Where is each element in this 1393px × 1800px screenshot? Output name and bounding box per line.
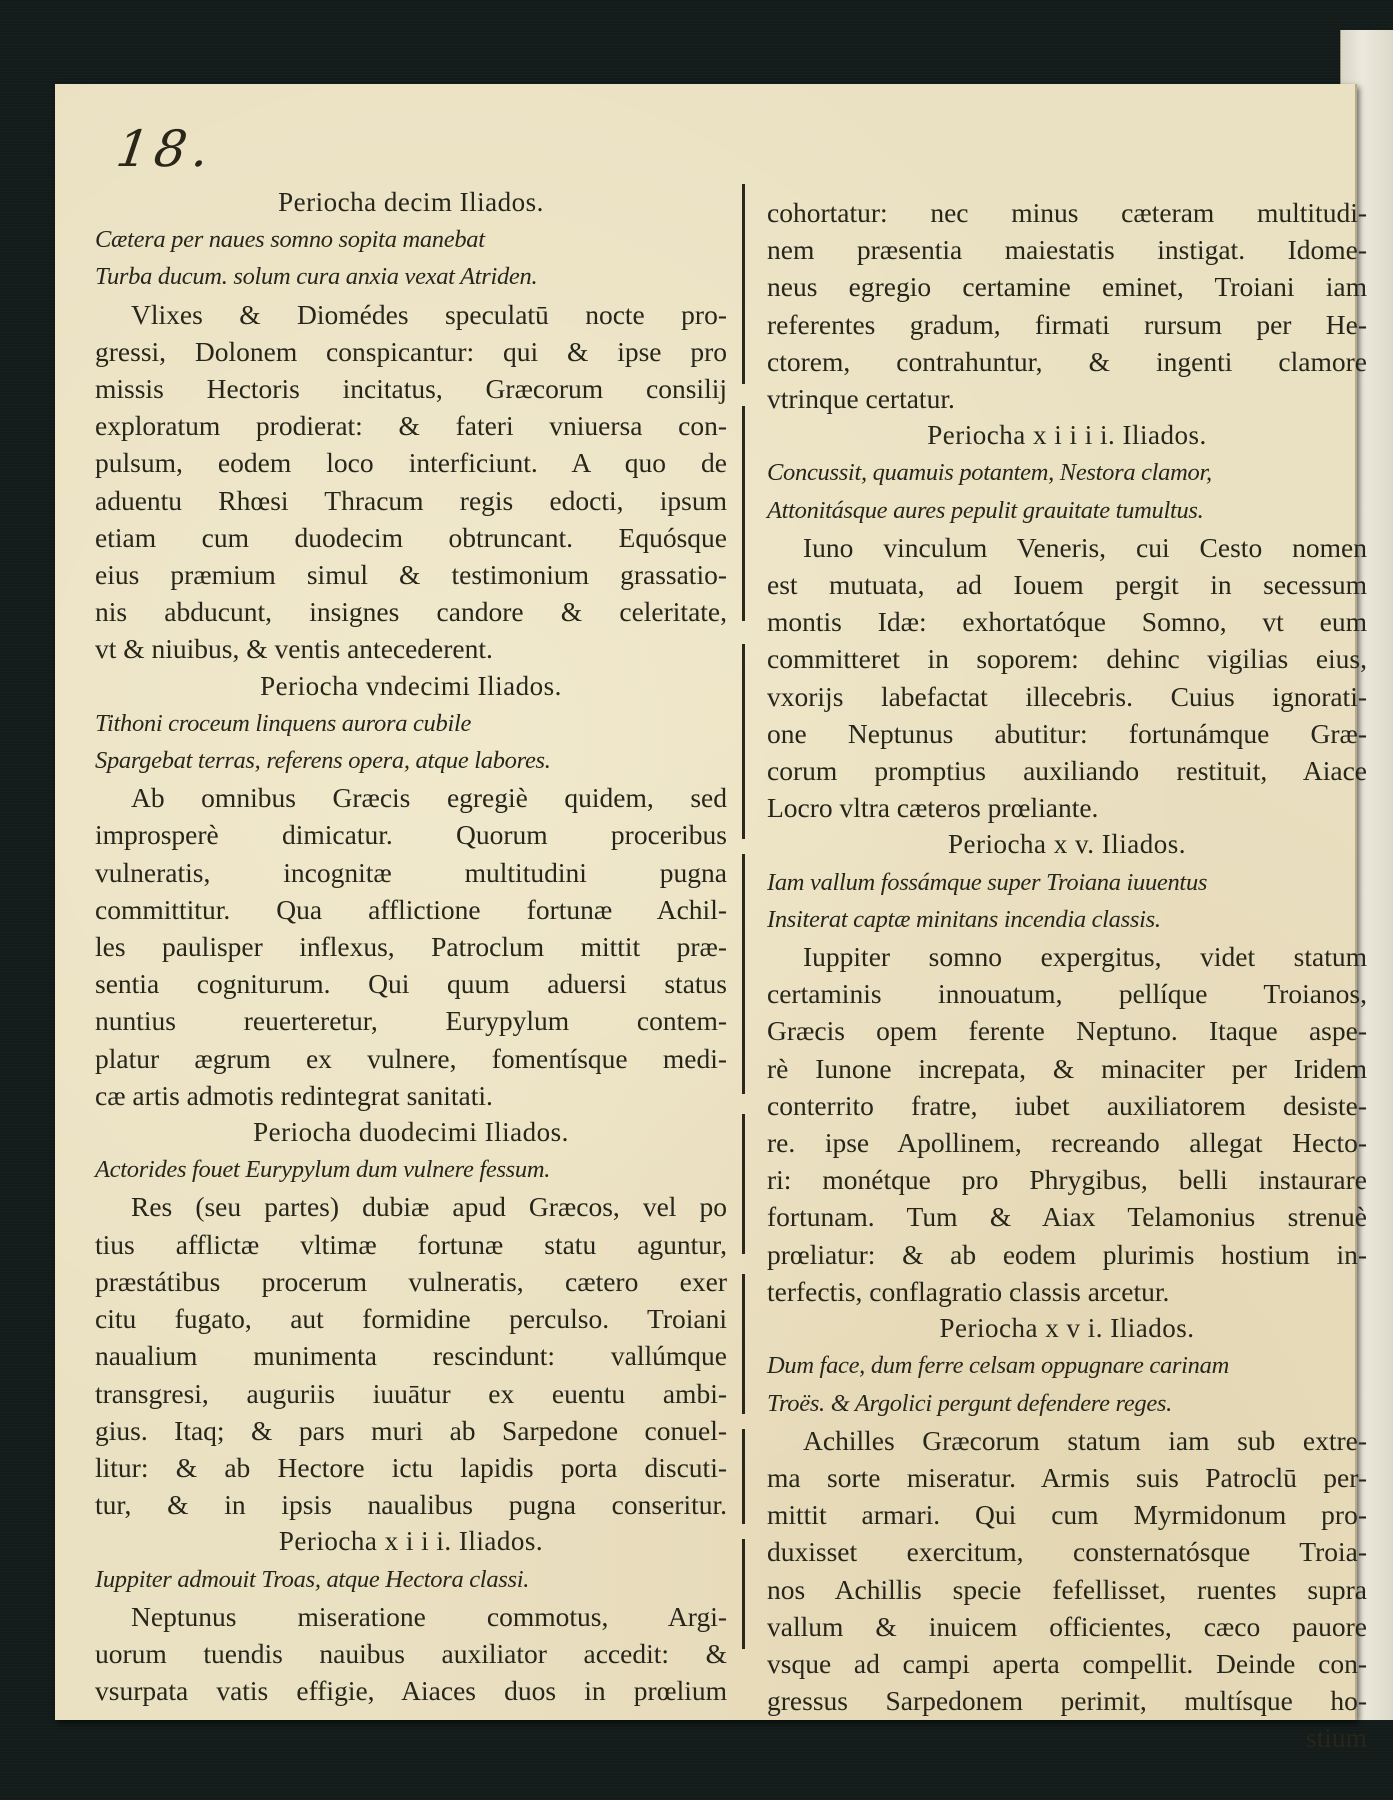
text-line: transgresi, auguriis iuuātur ex euentu ambi- [95,1377,727,1409]
periocha-heading: Periocha x v. Iliados. [948,829,1186,860]
verse-line: Cætera per naues somno sopita manebat [95,226,485,254]
text-line: vtrinque certatur. [767,383,955,415]
verse-line: Iam vallum fossámque super Troiana iuuentus [767,868,1208,896]
periocha-heading: Periocha duodecimi Iliados. [253,1117,569,1148]
column-rule [742,854,745,1094]
text-line: ma sorte miseratur. Armis suis Patroclū per- [767,1461,1367,1493]
periocha-heading: Periocha x v i. Iliados. [939,1313,1195,1344]
text-line: Iuno vinculum Veneris, cui Cesto nomen [803,531,1367,563]
verse-line: Attonitásque aures pepulit grauitate tumultus. [767,496,1204,524]
text-line: platur ægrum ex vulnere, fomentísque medi- [95,1042,727,1074]
column-rule [742,1539,745,1649]
text-line: cæ artis admotis redintegrat sanitati. [95,1079,493,1111]
text-line: Achilles Græcorum statum iam sub extre- [803,1424,1367,1456]
text-line: præstátibus procerum vulneratis, cætero exer [95,1265,727,1297]
text-line: conterrito fratre, iubet auxiliatorem desiste- [767,1089,1367,1121]
text-line: ri: monétque pro Phrygibus, belli instaurare [767,1164,1367,1196]
text-line: est mutuata, ad Iouem pergit in secessum [767,569,1367,601]
text-line: nem præsentia maiestatis instigat. Idome- [767,234,1367,266]
column-rule [742,1429,745,1524]
text-line: gius. Itaq; & pars muri ab Sarpedone conuel- [95,1414,727,1446]
right-column [767,194,1367,1757]
text-line: tius afflictæ vltimæ fortunæ statu aguntur, [95,1228,727,1260]
text-line: referentes gradum, firmati rursum per He- [767,308,1367,340]
verse-line: Spargebat terras, referens opera, atque labores. [95,747,551,775]
text-line: duxisset exercitum, consternatósque Troia- [767,1536,1367,1568]
text-line: gressi, Dolonem conspicantur: qui & ipse pro [95,335,727,367]
text-line: rè Iunone increpata, & minaciter per Iridem [767,1052,1367,1084]
verse-line: Turba ducum. solum cura anxia vexat Atriden. [95,263,538,291]
text-line: committitur. Qua afflictione fortunæ Achil- [95,893,727,925]
text-line: nis abducunt, insignes candore & celeritate, [95,596,727,628]
text-line: nos Achillis specie fefellisset, ruentes supra [767,1573,1367,1605]
text-line: re. ipse Apollinem, recreando allegat Hecto- [767,1127,1367,1159]
text-line: corum promptius auxiliando restituit, Aiace [767,755,1367,787]
column-rule [742,1274,745,1414]
column-rule [742,1114,745,1254]
text-line: Iuppiter somno expergitus, videt statum [803,941,1367,973]
text-line: vsque ad campi aperta compellit. Deinde con- [767,1647,1367,1679]
text-line: Græcis opem ferente Neptuno. Itaque aspe- [767,1015,1367,1047]
column-rule [742,406,745,621]
text-line: pulsum, eodem loco interficiunt. A quo de [95,447,727,479]
left-column [95,184,727,1709]
text-line: ctorem, contrahuntur, & ingenti clamore [767,345,1367,377]
text-line: terfectis, conflagratio classis arcetur. [767,1275,1170,1307]
verse-line: Iuppiter admouit Troas, atque Hectora classi. [95,1565,530,1593]
text-line: les paulisper inflexus, Patroclum mittit præ- [95,931,727,963]
verse-line: Concussit, quamuis potantem, Nestora clamor, [767,459,1212,487]
text-line: fortunam. Tum & Aiax Telamonius strenuè [767,1201,1367,1233]
text-line: exploratum prodierat: & fateri vniuersa con- [95,410,727,442]
text-line: aduentu Rhœsi Thracum regis edocti, ipsum [95,484,727,516]
column-rule [742,644,745,839]
text-line: litur: & ab Hectore ictu lapidis porta discuti- [95,1451,727,1483]
text-line: uorum tuendis nauibus auxiliator accedit: & [95,1637,727,1669]
verse-line: Troës. & Argolici pergunt defendere reges. [767,1389,1172,1417]
text-line: montis Idæ: exhortatóque Somno, vt eum [767,606,1367,638]
verse-line: Actorides fouet Eurypylum dum vulnere fessum. [95,1156,551,1184]
text-line: Res (seu partes) dubiæ apud Græcos, vel po [131,1191,727,1223]
verse-line: Dum face, dum ferre celsam oppugnare carinam [767,1352,1229,1380]
text-line: missis Hectoris incitatus, Græcorum consilij [95,373,727,405]
text-line: certaminis innouatum, pellíque Troianos, [767,978,1367,1010]
text-line: vt & niuibus, & ventis antecederent. [95,633,493,665]
text-line: tur, & in ipsis naualibus pugna conseritur. [95,1489,727,1521]
periocha-heading: Periocha x i i i i. Iliados. [927,420,1207,451]
text-line: cohortatur: nec minus cæteram multitudi- [767,197,1367,228]
text-line: eius præmium simul & testimonium grassatio- [95,559,727,591]
periocha-heading: Periocha x i i i. Iliados. [278,1526,544,1557]
periocha-heading: Periocha vndecimi Iliados. [260,670,562,701]
text-line: improsperè dimicatur. Quorum proceribus [95,819,727,851]
text-line: mittit armari. Qui cum Myrmidonum pro- [767,1499,1367,1531]
text-line: nuntius reuerteretur, Eurypylum contem- [95,1005,727,1037]
verse-line: Insiterat captæ minitans incendia classis. [767,905,1161,933]
text-line: vallum & inuicem officientes, cæco pauore [767,1610,1367,1642]
text-line: etiam cum duodecim obtruncant. Equósque [95,521,727,553]
text-line: naualium munimenta rescindunt: vallúmque [95,1340,727,1372]
text-line: Locro vltra cæteros prœliante. [767,792,1099,824]
text-line: vsurpata vatis effigie, Aiaces duos in prœlium [95,1675,727,1707]
book-page [55,84,1367,1754]
text-line: prœliatur: & ab eodem plurimis hostium in- [767,1238,1367,1270]
text-line: Neptunus miseratione commotus, Argi- [131,1600,727,1632]
text-line: committeret in soporem: dehinc vigilias eius, [767,643,1367,675]
folio-number: 18. [112,120,219,178]
text-line: sentia cogniturum. Qui quum aduersi status [95,968,727,1000]
text-line: one Neptunus abutitur: fortunámque Græ- [767,717,1367,749]
text-line: vxorijs labefactat illecebris. Cuius ignorati- [767,680,1367,712]
text-line: vulneratis, incognitæ multitudini pugna [95,856,727,888]
text-line: Vlixes & Diomédes speculatū nocte pro- [131,298,727,330]
column-rule [742,184,745,384]
text-line: neus egregio certamine eminet, Troiani iam [767,271,1367,303]
text-line: Ab omnibus Græcis egregiè quidem, sed [131,782,727,814]
verse-line: Tithoni croceum linquens aurora cubile [95,709,472,737]
text-line: citu fugato, aut formidine perculso. Troiani [95,1303,727,1335]
text-line: gressus Sarpedonem perimit, multísque ho- [767,1685,1367,1717]
periocha-heading: Periocha decim Iliados. [278,187,544,217]
text-line: stium [1305,1722,1367,1754]
